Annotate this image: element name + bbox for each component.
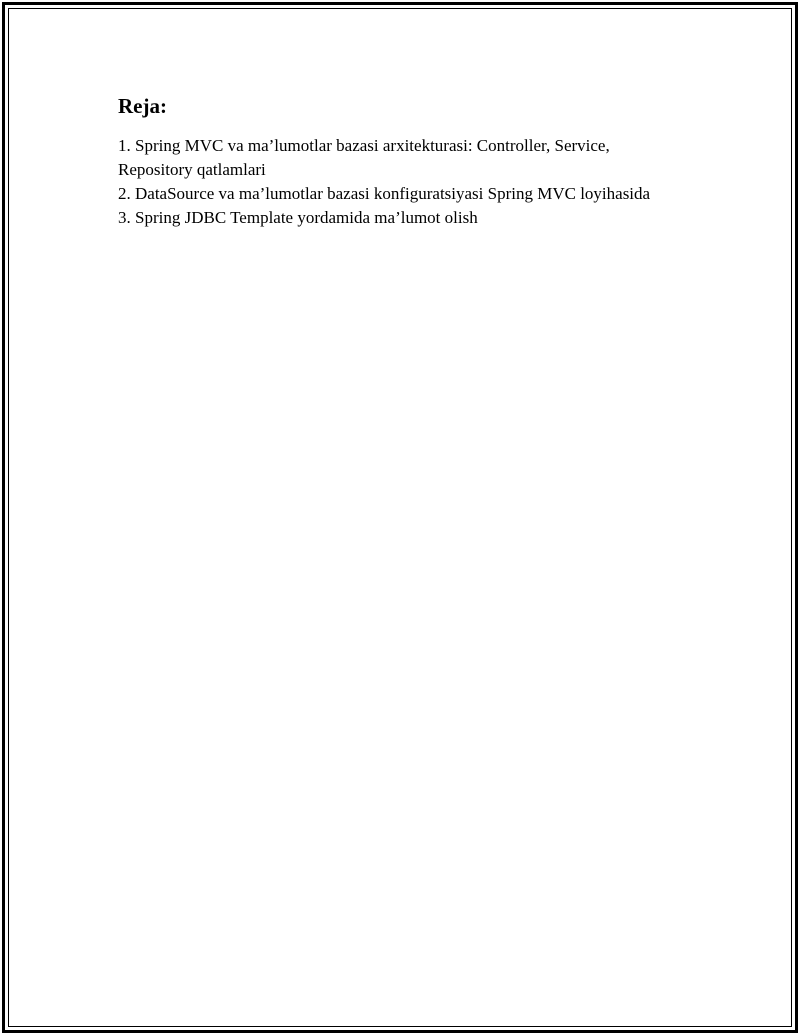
plan-list xyxy=(118,134,678,230)
plan-item-1: 1. Spring MVC va ma’lumotlar bazasi arxitekturasi: Controller, Service, Repository qatlamlari xyxy=(118,136,610,179)
plan-heading: Reja: xyxy=(118,94,167,118)
plan-item-2: 2. DataSource va ma’lumotlar bazasi konfiguratsiyasi Spring MVC loyihasida xyxy=(118,184,651,203)
plan-item-3: 3. Spring JDBC Template yordamida ma’lumot olish xyxy=(118,208,478,227)
plan-section xyxy=(118,92,678,230)
